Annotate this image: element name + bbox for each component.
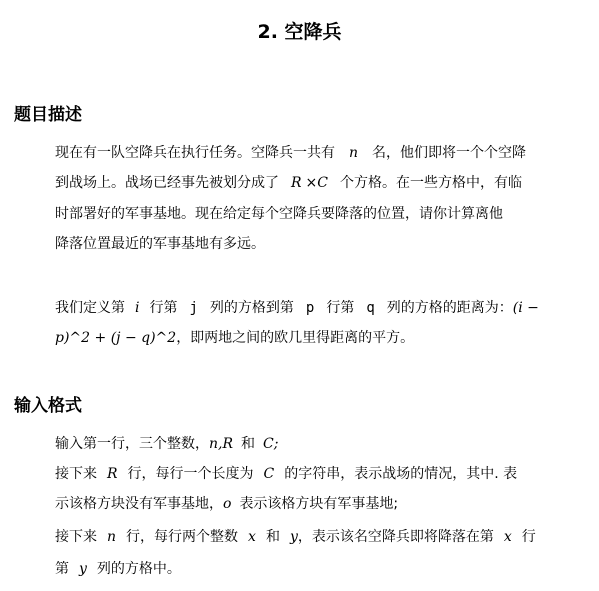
text: ，表示该名空降兵即将降落在第 [297,529,494,545]
var-c: C; [263,436,279,452]
text: 行第 [149,300,178,316]
text: 现在有一队空降兵在执行任务。空降兵一共有 [55,145,335,161]
text: 我们定义第 [55,300,125,316]
text: 表示该格方块有军事基地; [239,496,399,512]
text: 接下来 [55,529,97,545]
input-line-3 [55,494,398,514]
description-line-1 [55,143,526,163]
text: 到战场上。战场已经事先被划分成了 [55,175,279,191]
description-heading: 题目描述 [14,105,82,125]
var-x: x [503,529,512,545]
var-r: R [291,175,302,191]
text: ，即两地之间的欧几里得距离的平方。 [176,330,415,346]
text: 个方格。在一些方格中，有临 [340,175,522,191]
text: 行，每行两个整数 [126,529,239,545]
input-line-2 [55,464,517,484]
description-line-2 [55,173,522,193]
text: 列的方格到第 [209,300,294,316]
description-line-3: 时部署好的军事基地。现在给定每个空降兵要降落的位置，请你计算离他 [55,206,503,222]
var-y: y [289,529,298,545]
var-i: i [135,300,140,316]
var-c: C [263,466,275,482]
var-p: p [305,300,315,316]
description-line-4: 降落位置最近的军事基地有多远。 [55,236,265,252]
times-sign: × [305,175,318,191]
distance-definition-line-2 [55,328,414,348]
page-title: 2. 空降兵 [257,21,342,43]
text: 行 [521,529,536,545]
text: 第 [55,561,69,577]
text: 列的方格中。 [96,561,181,577]
text: 的字符串，表示战场的情况，其中. 表 [284,466,518,482]
input-line-1 [55,434,278,454]
var-n: n [349,145,359,161]
var-j: j [189,300,198,316]
formula-part-2: p)^2 + (j − q)^2 [55,330,177,346]
var-y: y [79,561,87,577]
input-heading: 输入格式 [14,396,82,416]
var-q: q [366,300,375,316]
text: 和 [265,529,280,545]
text: 示该格方块没有军事基地， [55,496,223,512]
text: 和 [241,436,256,452]
input-line-4 [55,527,536,547]
text: 行，每行一个长度为 [127,466,254,482]
text: 接下来 [55,466,97,482]
text: 名，他们即将一个个空降 [372,145,527,161]
text: 列的方格的距离为： [386,300,513,316]
var-x: x [248,529,256,545]
distance-definition-line-1 [55,298,539,318]
input-line-5 [55,559,181,579]
text: 行第 [326,300,355,316]
var-o: o [223,496,232,512]
formula-part-1: (i − [512,300,539,316]
var-n: n [107,529,117,545]
var-n-r: n,R [209,436,234,452]
var-c: C [317,175,328,191]
text: 输入第一行，三个整数， [55,436,209,452]
var-r: R [107,466,118,482]
